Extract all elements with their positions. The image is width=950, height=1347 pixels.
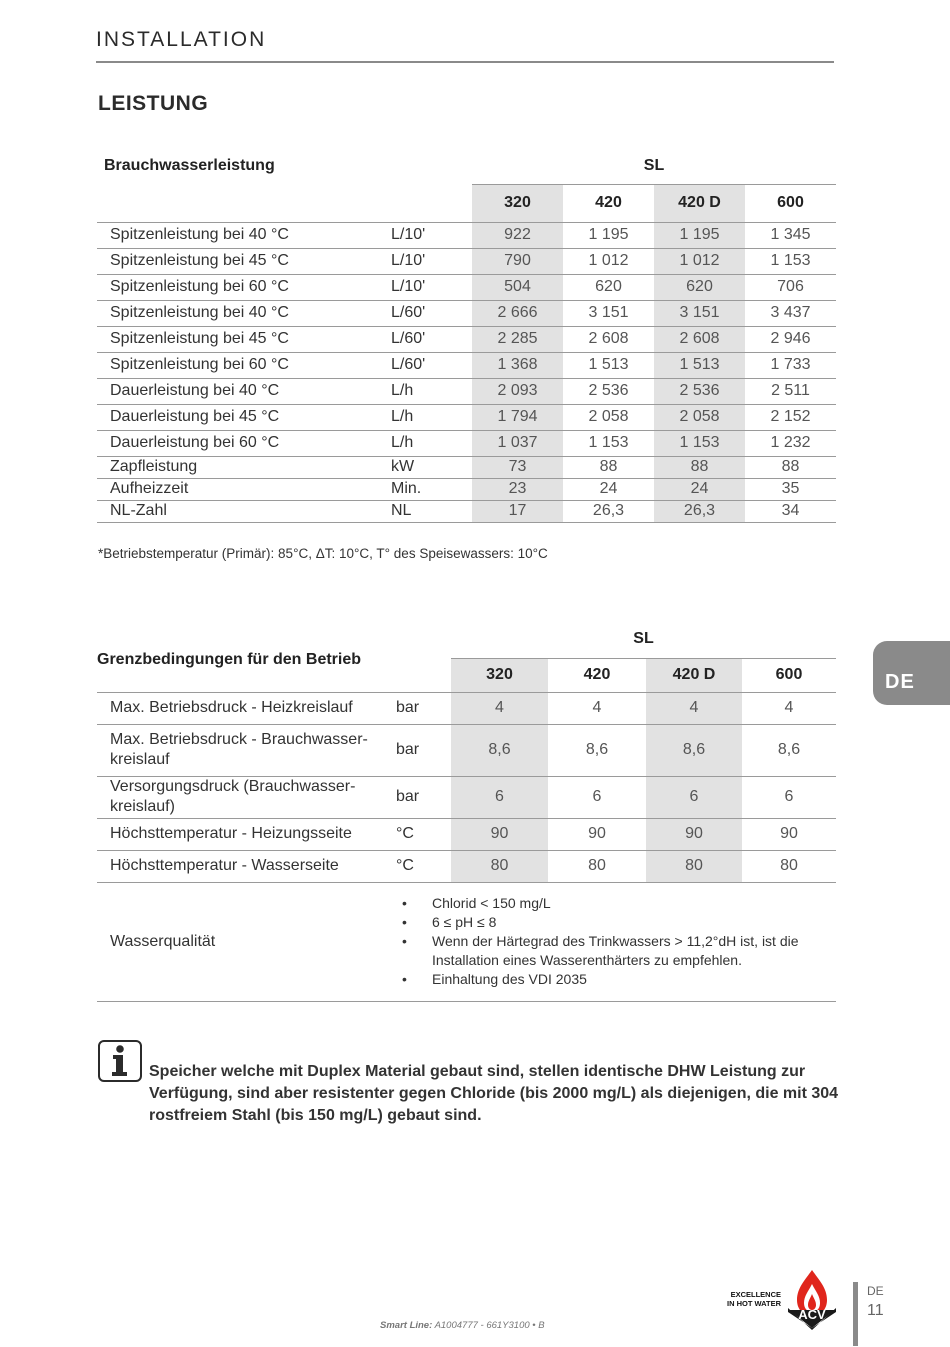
row-label: Dauerleistung bei 40 °C [97, 378, 387, 404]
row-value: 1 368 [472, 352, 563, 378]
row-value: 2 093 [472, 378, 563, 404]
table2-model-header: 420 [548, 658, 646, 692]
row-value: 8,6 [548, 724, 646, 776]
row-unit: bar [392, 776, 451, 818]
table-row [97, 274, 836, 300]
row-value: 35 [745, 478, 836, 500]
row-unit: L/10' [387, 274, 472, 300]
row-value: 3 151 [654, 300, 745, 326]
row-value: 1 195 [563, 222, 654, 248]
row-value: 2 285 [472, 326, 563, 352]
row-value: 1 153 [745, 248, 836, 274]
row-value: 1 037 [472, 430, 563, 456]
table-row [97, 776, 836, 818]
row-unit: Min. [387, 478, 472, 500]
info-icon [98, 1040, 142, 1082]
row-value: 26,3 [563, 500, 654, 522]
row-unit: L/60' [387, 352, 472, 378]
table1-model-header: 420 [563, 184, 654, 222]
row-value: 34 [745, 500, 836, 522]
row-value: 90 [451, 818, 548, 850]
row-value: 1 345 [745, 222, 836, 248]
row-value: 80 [742, 850, 836, 882]
row-unit: L/10' [387, 248, 472, 274]
table2-model-header: 420 D [646, 658, 742, 692]
row-label: Max. Betriebsdruck - Brauchwasser- kreislauf [97, 724, 392, 776]
row-value: 80 [451, 850, 548, 882]
table-row [97, 478, 836, 500]
row-value: 2 511 [745, 378, 836, 404]
row-label: Höchsttemperatur - Heizungsseite [97, 818, 392, 850]
row-value: 2 666 [472, 300, 563, 326]
row-value: 3 437 [745, 300, 836, 326]
row-value: 2 608 [654, 326, 745, 352]
water-quality-item: • 6 ≤ pH ≤ 8 [402, 913, 836, 932]
row-value: 88 [563, 456, 654, 478]
table-row [97, 692, 836, 724]
table1-group: SL [643, 156, 665, 174]
row-value: 1 012 [563, 248, 654, 274]
row-value: 1 733 [745, 352, 836, 378]
row-value: 504 [472, 274, 563, 300]
row-value: 620 [654, 274, 745, 300]
table1-model-header: 420 D [654, 184, 745, 222]
row-value: 80 [646, 850, 742, 882]
row-value: 24 [654, 478, 745, 500]
page-language: DE [867, 1284, 884, 1298]
acv-logo [783, 1264, 841, 1330]
row-value: 2 058 [654, 404, 745, 430]
table1-model-header: 600 [745, 184, 836, 222]
row-label: Spitzenleistung bei 60 °C [97, 352, 387, 378]
row-label: Dauerleistung bei 60 °C [97, 430, 387, 456]
table-row [97, 850, 836, 882]
row-value: 2 152 [745, 404, 836, 430]
section-title: INSTALLATION [96, 28, 267, 51]
row-value: 1 153 [563, 430, 654, 456]
row-value: 1 513 [654, 352, 745, 378]
row-unit: kW [387, 456, 472, 478]
table-row [97, 724, 836, 776]
row-unit: °C [392, 818, 451, 850]
row-unit: L/10' [387, 222, 472, 248]
row-label: Aufheizzeit [97, 478, 387, 500]
table1-model-header: 320 [472, 184, 563, 222]
table-row [97, 248, 836, 274]
row-value: 4 [742, 692, 836, 724]
info-note: Speicher welche mit Duplex Material gebaut sind, stellen identische DHW Leistung zur Verfügung, sind aber resistenter gegen Chloride (bis 2000 mg/L) als diejenigen, die mit 304 rostfreiem Stahl (bis 150 mg/L) gebaut sind. [149, 1063, 839, 1124]
row-unit: L/h [387, 404, 472, 430]
table-row [97, 352, 836, 378]
title-rule [96, 61, 834, 63]
row-value: 1 012 [654, 248, 745, 274]
water-quality-label: Wasserqualität [97, 882, 392, 1001]
row-value: 2 608 [563, 326, 654, 352]
row-label: Spitzenleistung bei 60 °C [97, 274, 387, 300]
water-quality-list [402, 894, 836, 989]
row-value: 1 513 [563, 352, 654, 378]
row-label: Max. Betriebsdruck - Heizkreislauf [97, 692, 392, 724]
row-label: Höchsttemperatur - Wasserseite [97, 850, 392, 882]
row-value: 88 [745, 456, 836, 478]
table-row [97, 404, 836, 430]
row-value: 80 [548, 850, 646, 882]
table2-group: SL [633, 629, 654, 647]
logo-slogan: EXCELLENCE IN HOT WATER [727, 1290, 782, 1308]
water-quality-item: • Chlorid < 150 mg/L [402, 894, 836, 913]
table-row [97, 326, 836, 352]
table2-model-header: 600 [742, 658, 836, 692]
row-value: 90 [742, 818, 836, 850]
row-value: 24 [563, 478, 654, 500]
row-value: 6 [742, 776, 836, 818]
row-value: 4 [451, 692, 548, 724]
language-tab: DE [873, 641, 950, 705]
performance-table [97, 148, 836, 523]
table-row [97, 222, 836, 248]
row-value: 17 [472, 500, 563, 522]
row-value: 4 [646, 692, 742, 724]
table-row [97, 430, 836, 456]
row-unit: °C [392, 850, 451, 882]
row-label: Spitzenleistung bei 40 °C [97, 222, 387, 248]
table-row [97, 818, 836, 850]
row-value: 90 [548, 818, 646, 850]
row-value: 1 195 [654, 222, 745, 248]
footnote: *Betriebstemperatur (Primär): 85°C, ΔT: 10°C, T° des Speisewassers: 10°C [98, 546, 548, 561]
row-value: 1 153 [654, 430, 745, 456]
row-unit: L/h [387, 430, 472, 456]
row-value: 6 [646, 776, 742, 818]
row-label: Spitzenleistung bei 40 °C [97, 300, 387, 326]
row-unit: L/60' [387, 300, 472, 326]
table2-model-header: 320 [451, 658, 548, 692]
row-value: 2 058 [563, 404, 654, 430]
row-value: 2 536 [654, 378, 745, 404]
water-quality-item: • Wenn der Härtegrad des Trinkwassers > 11,2°dH ist, ist die Installation eines Wasserenthärters zu empfehlen. [402, 932, 836, 970]
row-label: Versorgungsdruck (Brauchwasser- kreislauf) [97, 776, 392, 818]
row-value: 4 [548, 692, 646, 724]
row-value: 1 794 [472, 404, 563, 430]
row-value: 8,6 [646, 724, 742, 776]
row-value: 3 151 [563, 300, 654, 326]
row-value: 6 [548, 776, 646, 818]
row-label: Dauerleistung bei 45 °C [97, 404, 387, 430]
row-value: 2 946 [745, 326, 836, 352]
table-row [97, 456, 836, 478]
row-value: 922 [472, 222, 563, 248]
table-row [97, 378, 836, 404]
row-unit: L/60' [387, 326, 472, 352]
row-value: 23 [472, 478, 563, 500]
row-value: 90 [646, 818, 742, 850]
table1-caption: Brauchwasserleistung [104, 157, 275, 174]
row-value: 790 [472, 248, 563, 274]
table-row [97, 300, 836, 326]
row-value: 6 [451, 776, 548, 818]
page-bar [853, 1282, 858, 1346]
row-label: Spitzenleistung bei 45 °C [97, 326, 387, 352]
row-unit: bar [392, 724, 451, 776]
water-quality-item: • Einhaltung des VDI 2035 [402, 970, 836, 989]
footer-code: Smart Line: A1004777 - 661Y3100 • B [380, 1320, 545, 1331]
row-value: 2 536 [563, 378, 654, 404]
row-unit: NL [387, 500, 472, 522]
row-label: Spitzenleistung bei 45 °C [97, 248, 387, 274]
row-value: 73 [472, 456, 563, 478]
page-heading: LEISTUNG [98, 92, 209, 115]
row-value: 88 [654, 456, 745, 478]
row-label: NL-Zahl [97, 500, 387, 522]
logo-text: ACV [798, 1307, 826, 1322]
row-value: 8,6 [742, 724, 836, 776]
row-value: 1 232 [745, 430, 836, 456]
table2-caption: Grenzbedingungen für den Betrieb [97, 650, 362, 668]
row-value: 8,6 [451, 724, 548, 776]
page-number: 11 [867, 1302, 884, 1319]
table-row [97, 500, 836, 522]
row-value: 706 [745, 274, 836, 300]
row-unit: L/h [387, 378, 472, 404]
row-label: Zapfleistung [97, 456, 387, 478]
operating-limits-table [97, 620, 836, 1002]
row-value: 620 [563, 274, 654, 300]
row-value: 26,3 [654, 500, 745, 522]
row-unit: bar [392, 692, 451, 724]
